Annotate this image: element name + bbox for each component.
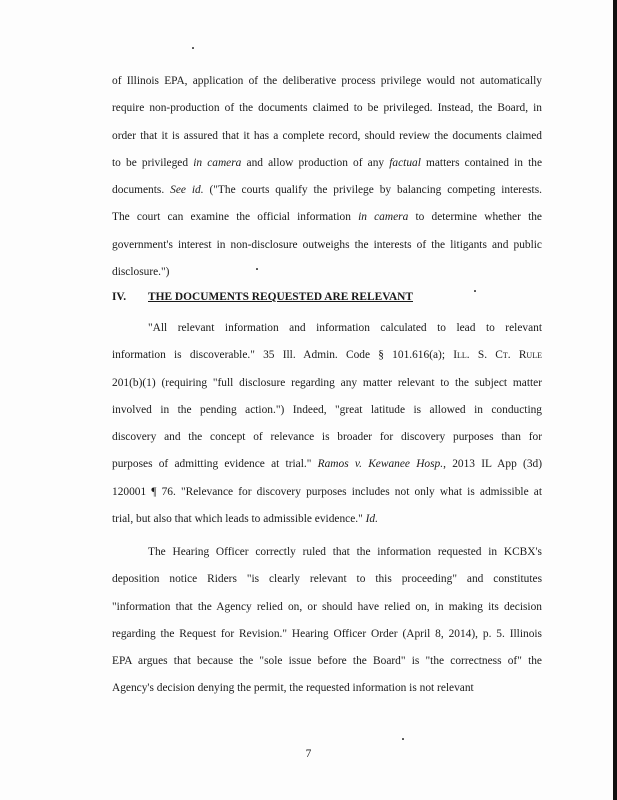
text-line: The court can examine the official information in camera to determine whether the — [112, 211, 542, 224]
text-line: to be privileged in camera and allow production of any factual matters contained in the — [112, 156, 542, 169]
text-line: disclosure.") — [112, 266, 170, 279]
section-heading — [112, 291, 413, 303]
text-line: documents. See id. ("The courts qualify the privilege by balancing competing interests. — [112, 184, 543, 197]
text-line: 201(b)(1) (requiring "full disclosure regarding any matter relevant to the subject matter — [112, 376, 542, 389]
text-line: deposition notice Riders "is clearly relevant to this proceeding" and constitutes — [112, 573, 542, 586]
text-line: "information that the Agency relied on, or should have relied on, in making its decision — [112, 600, 542, 613]
text-line: order that it is assured that it has a complete record, should review the documents claimed — [112, 129, 542, 142]
section-number: IV. — [112, 291, 127, 303]
text-line: trial, but also that which leads to admissible evidence." Id. — [112, 513, 378, 526]
page-number: 7 — [305, 748, 312, 760]
scan-speck — [192, 47, 194, 49]
text-line: 120001 ¶ 76. "Relevance for discovery purposes includes not only what is admissible at — [112, 485, 542, 498]
text-line: Agency's decision denying the permit, the requested information is not relevant — [112, 682, 474, 695]
paragraph-hearing-officer — [112, 539, 542, 703]
text-line: government's interest in non-disclosure outweighs the interests of the litigants and public — [112, 238, 542, 251]
text-line: information is discoverable." 35 Ill. Admin. Code § 101.616(a); Ill. S. Ct. Rule — [112, 349, 542, 362]
text-line: regarding the Request for Revision." Hearing Officer Order (April 8, 2014), p. 5. Illinois — [112, 627, 542, 640]
scan-speck — [402, 738, 404, 740]
text-line: discovery and the concept of relevance is broader for discovery purposes than for — [112, 431, 542, 444]
text-line: purposes of admitting evidence at trial." Ramos v. Kewanee Hosp., 2013 IL App (3d) — [112, 458, 543, 471]
paragraph-continuation — [112, 68, 542, 286]
text-line: EPA argues that because the "sole issue before the Board" is "the correctness of" the — [112, 655, 542, 668]
text-line: The Hearing Officer correctly ruled that the information requested in KCBX's — [148, 546, 542, 558]
text-line: require non-production of the documents claimed to be privileged. Instead, the Board, in — [112, 102, 542, 115]
scan-speck — [474, 290, 476, 292]
section-title: THE DOCUMENTS REQUESTED ARE RELEVANT — [148, 291, 413, 303]
text-line: "All relevant information and information calculated to lead to relevant — [148, 322, 542, 334]
text-line: involved in the pending action.") Indeed, "great latitude is allowed in conducting — [112, 403, 542, 416]
paragraph-relevance-standard — [112, 315, 542, 533]
text-line: of Illinois EPA, application of the deliberative process privilege would not automatically — [112, 75, 542, 87]
